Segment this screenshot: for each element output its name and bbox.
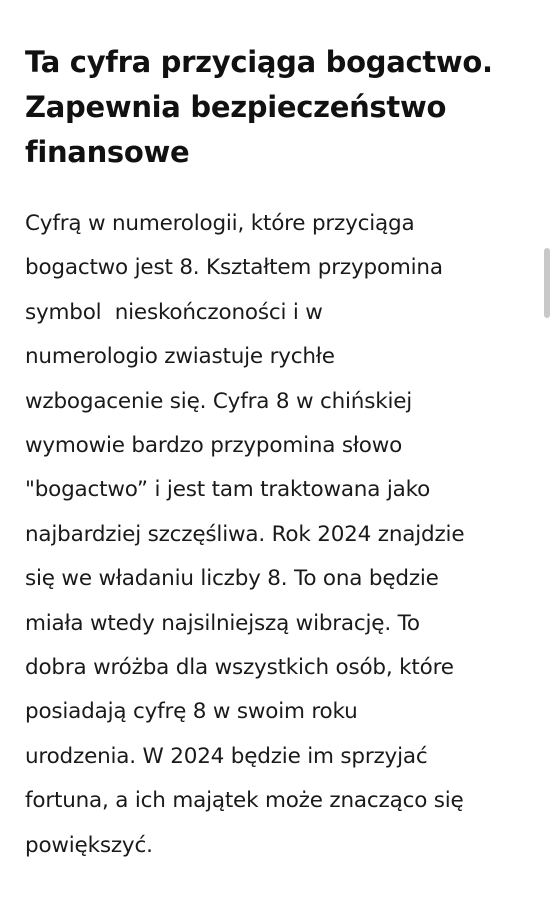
article-body-line: fortuna, a ich majątek może znacząco się bbox=[25, 788, 464, 814]
article bbox=[25, 40, 530, 858]
article-body-line: wymowie bardzo przypomina słowo bbox=[25, 433, 403, 459]
article-title-line: Zapewnia bezpieczeństwo bbox=[25, 90, 447, 124]
article-body-line: wzbogacenie się. Cyfra 8 w chińskiej bbox=[25, 388, 413, 414]
article-body-line: bogactwo jest 8. Kształtem przypomina bbox=[25, 255, 443, 281]
article-body-line: Cyfrą w numerologii, które przyciąga bbox=[25, 211, 415, 236]
article-body-line: najbardziej szczęśliwa. Rok 2024 znajdzie bbox=[25, 521, 465, 547]
article-title-line: finansowe bbox=[25, 135, 190, 169]
article-body-line: dobra wróżba dla wszystkich osób, które bbox=[25, 655, 454, 681]
article-body-line: powiększyć. bbox=[25, 832, 153, 858]
article-body-line: posiadają cyfrę 8 w swoim roku bbox=[25, 699, 358, 725]
article-title bbox=[25, 40, 530, 175]
article-body-line: "bogactwo” i jest tam traktowana jako bbox=[25, 477, 431, 503]
scrollbar-thumb[interactable] bbox=[544, 248, 550, 318]
article-body-line: symbol nieskończoności i w bbox=[25, 299, 323, 325]
article-title-line: Ta cyfra przyciąga bogactwo. bbox=[25, 45, 493, 79]
article-body bbox=[25, 202, 530, 868]
article-body-line: się we władaniu liczby 8. To ona będzie bbox=[25, 566, 439, 592]
article-body-line: urodzenia. W 2024 będzie im sprzyjać bbox=[25, 743, 428, 769]
article-body-line: miała wtedy najsilniejszą wibrację. To bbox=[25, 610, 420, 636]
article-body-line: numerologio zwiastuje rychłe bbox=[25, 344, 335, 370]
